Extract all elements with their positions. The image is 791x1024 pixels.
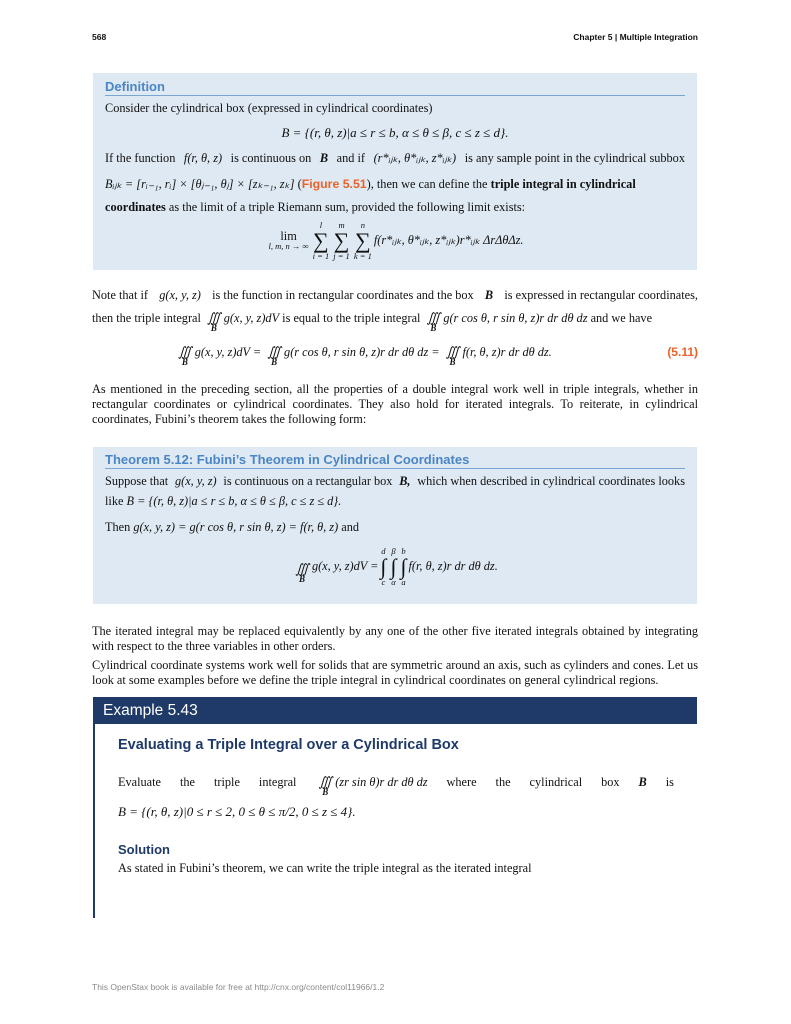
note-line — [92, 311, 652, 333]
text: box — [601, 775, 620, 789]
triple-integral — [427, 311, 441, 333]
text: integral — [258, 775, 297, 789]
triple-integral — [446, 345, 460, 367]
theorem-title: Theorem 5.12: Fubini’s Theorem in Cylindrical Coordinates — [105, 452, 685, 469]
sum-top: m — [338, 220, 345, 230]
sum-symbol — [354, 221, 372, 260]
integral — [315, 775, 427, 797]
triple-integral — [295, 562, 309, 584]
bold-term: triple integral in cylindrical — [490, 177, 636, 191]
integral-icon: ∭ — [178, 344, 192, 359]
sum-top: l — [319, 220, 323, 230]
text: like — [105, 494, 124, 508]
text: and if — [336, 151, 365, 165]
chapter-title: Chapter 5 | Multiple Integration — [573, 32, 698, 42]
text: Evaluate — [118, 775, 162, 789]
upper: d — [381, 546, 386, 556]
text: ), then we can define the — [366, 177, 488, 191]
text: is any sample point in the cylindrical subbox — [464, 151, 685, 165]
bold-term: coordinates — [105, 200, 166, 214]
footer: This OpenStax book is available for free at http://cnx.org/content/col11966/1.2 — [92, 982, 385, 992]
text: the — [179, 775, 196, 789]
math: B = {(r, θ, z)|a ≤ r ≤ b, α ≤ θ ≤ β, c ≤ z ≤ d}. — [126, 494, 342, 508]
text: Then — [105, 520, 131, 534]
region: B — [181, 357, 188, 367]
region: B — [322, 787, 329, 797]
integral-icon: ∫ — [400, 553, 407, 579]
region: B — [430, 323, 437, 333]
math: g(x, y, z) — [159, 288, 201, 302]
text: then the triple integral — [92, 311, 201, 325]
definition-line: Bᵢⱼₖ = [rᵢ₋₁, rᵢ] × [θⱼ₋₁, θⱼ] × [zₖ₋₁, zₖ] (Figure 5.51), then we can define the triple integral in cylindrical — [105, 177, 636, 191]
riemann-limit — [93, 221, 697, 260]
text: is expressed in rectangular coordinates, — [504, 288, 698, 302]
integral-limits — [380, 547, 386, 586]
triple-integral — [267, 345, 281, 367]
upper: b — [401, 546, 406, 556]
integral-icon: ∭ — [267, 344, 282, 359]
paragraph: The iterated integral may be replaced equivalently by any one of the other five iterated integrals obtained by integrating with respect to the three variables in other orders. — [92, 624, 698, 653]
text: cylindrical — [529, 775, 583, 789]
limit — [269, 230, 309, 251]
text: is — [665, 775, 674, 789]
lower: c — [381, 576, 386, 587]
theorem-line — [105, 474, 685, 489]
paragraph: As mentioned in the preceding section, all the properties of a double integral work well in triple integrals, whether in rectangular coordinates or cylindrical coordinates. They also hold for iterated integrals. To reiterate, in cylindrical coordinates, Fubini’s theorem takes the following form: — [92, 382, 698, 426]
definition-box — [93, 73, 697, 270]
triple-integral — [207, 311, 221, 333]
math: B, — [399, 474, 411, 488]
integral-icon: ∫ — [380, 553, 387, 579]
solution-title: Solution — [118, 842, 170, 857]
triple-integral — [178, 345, 192, 367]
lower: a — [401, 576, 406, 587]
math: f(r, θ, z) — [183, 151, 223, 165]
math: (r*ᵢⱼₖ, θ*ᵢⱼₖ, z*ᵢⱼₖ) — [373, 151, 457, 165]
example-box-equation: B = {(r, θ, z)|0 ≤ r ≤ 2, 0 ≤ θ ≤ π/2, 0 ≤ z ≤ 4}. — [118, 804, 356, 819]
summand: f(r*ᵢⱼₖ, θ*ᵢⱼₖ, z*ᵢⱼₖ)r*ᵢⱼₖ ΔrΔθΔz. — [373, 233, 524, 247]
theorem-line — [105, 520, 359, 535]
definition-text: Consider the cylindrical box (expressed in cylindrical coordinates) — [105, 101, 433, 115]
subbox-equation: Bᵢⱼₖ = [rᵢ₋₁, rᵢ] × [θⱼ₋₁, θⱼ] × [zₖ₋₁, zₖ] — [105, 177, 295, 191]
math: g(x, y, z) = g(r cos θ, r sin θ, z) = f(r, θ, z) — [133, 520, 339, 534]
integral-icon: ∭ — [426, 310, 441, 325]
region: B — [449, 357, 456, 367]
fubini-equation — [93, 547, 697, 586]
example-border — [93, 724, 95, 918]
text: is continuous on a rectangular box — [223, 474, 393, 488]
integral-icon: ∭ — [207, 310, 221, 325]
math: g(x, y, z)dV = — [194, 345, 262, 359]
text: is the function in rectangular coordinates and the box — [212, 288, 474, 302]
equation-label: (5.11) — [667, 345, 698, 359]
sum-symbol — [313, 221, 330, 260]
lim: lim — [280, 229, 297, 244]
text: as the limit of a triple Riemann sum, provided the following limit exists: — [168, 200, 526, 214]
text: is continuous on — [230, 151, 312, 165]
integral-icon: ∫ — [390, 553, 397, 579]
math: (zr sin θ)r dr dθ dz — [335, 775, 428, 789]
region: B — [210, 323, 217, 333]
sum-bottom: i = 1 — [312, 250, 330, 261]
text: and — [341, 520, 360, 534]
example-title: Evaluating a Triple Integral over a Cylindrical Box — [118, 737, 459, 753]
math: B — [319, 151, 329, 165]
sum-top: n — [360, 220, 365, 230]
math: f(r, θ, z)r dr dθ dz. — [408, 559, 498, 573]
math: g(x, y, z) — [174, 474, 217, 488]
definition-title: Definition — [105, 79, 685, 96]
integral-icon: ∭ — [318, 774, 333, 789]
sigma-icon: ∑ — [333, 227, 350, 253]
text: triple — [213, 775, 240, 789]
integral-limits — [400, 547, 406, 586]
sum-bottom: k = 1 — [353, 250, 372, 261]
solution-text: As stated in Fubini’s theorem, we can write the triple integral as the iterated integral — [118, 861, 532, 875]
text: which when described in cylindrical coordinates looks — [417, 474, 685, 488]
text: is equal to the triple integral — [282, 311, 421, 325]
box-equation: B = {(r, θ, z)|a ≤ r ≤ b, α ≤ θ ≤ β, c ≤ z ≤ d}. — [281, 125, 509, 140]
text: Note that if — [92, 288, 149, 302]
example-line — [118, 775, 674, 797]
math: g(r cos θ, r sin θ, z)r dr dθ dz — [443, 311, 588, 325]
page-number: 568 — [92, 32, 107, 42]
note-line — [92, 288, 698, 303]
text: Suppose that — [105, 474, 169, 488]
math: g(r cos θ, r sin θ, z)r dr dθ dz = — [284, 345, 440, 359]
integral-icon: ∭ — [295, 560, 309, 576]
math: g(x, y, z)dV = — [311, 559, 379, 573]
text: where — [446, 775, 477, 789]
math: f(r, θ, z)r dr dθ dz. — [462, 345, 552, 359]
integral-icon: ∭ — [445, 344, 460, 359]
figure-link[interactable]: Figure 5.51 — [301, 177, 367, 191]
sum-symbol — [333, 221, 350, 260]
paragraph: Cylindrical coordinate systems work well for solids that are symmetric around an axis, such as cylinders and cones. Let us look at some examples before we define the triple integral in cylindrical coordinates on general cylindrical regions. — [92, 658, 698, 687]
region: B — [271, 357, 278, 367]
sum-bottom: j = 1 — [333, 250, 350, 261]
lim-sub: l, m, n → ∞ — [268, 241, 309, 252]
equation-5-11 — [175, 345, 552, 367]
example-header: Example 5.43 — [93, 697, 697, 724]
math: g(x, y, z)dV — [223, 311, 280, 325]
theorem-box — [93, 447, 697, 604]
sigma-icon: ∑ — [354, 227, 371, 253]
definition-line — [105, 200, 525, 215]
text: the — [495, 775, 511, 789]
definition-line — [105, 151, 685, 166]
upper: β — [391, 546, 396, 556]
region: B — [299, 573, 306, 584]
integral-limits — [390, 547, 396, 586]
theorem-line — [105, 494, 341, 509]
sigma-icon: ∑ — [313, 227, 329, 253]
math: B — [484, 288, 494, 302]
math: B — [638, 775, 647, 789]
lower: α — [391, 576, 396, 587]
triple-integral — [318, 775, 332, 797]
text: and we have — [590, 311, 653, 325]
text: If the function — [105, 151, 176, 165]
